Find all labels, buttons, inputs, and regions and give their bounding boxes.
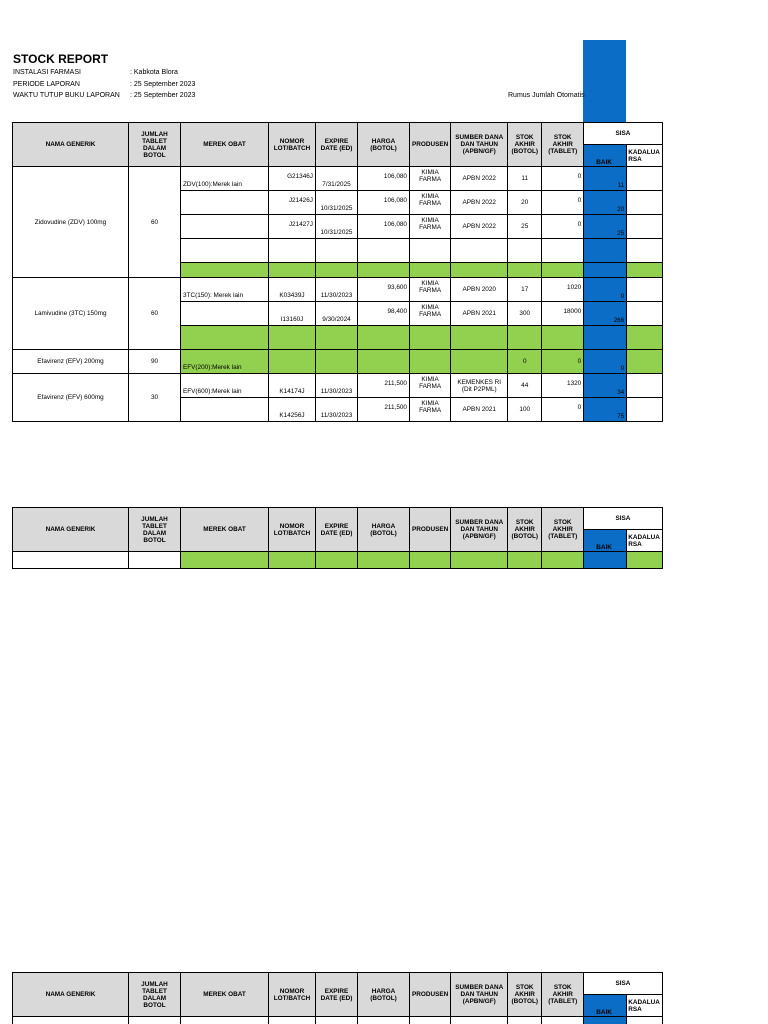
empty-cell	[451, 1017, 508, 1024]
expire-cell: 10/31/2025	[316, 215, 358, 239]
lot-cell: K14174J	[269, 374, 316, 398]
col-produsen: PRODUSEN	[410, 973, 451, 1017]
subtotal-cell	[316, 552, 358, 569]
price-cell: 98,400	[358, 302, 410, 326]
col-produsen: PRODUSEN	[410, 123, 451, 167]
empty-cell	[129, 1017, 181, 1024]
subtotal-cell	[269, 263, 316, 278]
price-cell: 106,080	[358, 191, 410, 215]
meta-label: PERIODE LAPORAN	[13, 81, 80, 88]
stock-bottle-cell: 44	[508, 374, 542, 398]
expire-cell: 11/30/2023	[316, 398, 358, 422]
subtotal-cell	[508, 552, 542, 569]
col-jumlah-tablet: JUMLAH TABLET DALAM BOTOL	[129, 508, 181, 552]
subtotal-cell	[269, 552, 316, 569]
col-harga: HARGA (BOTOL)	[358, 123, 410, 167]
producer-cell: KIMIA FARMA	[410, 374, 451, 398]
lot-cell: J21427J	[269, 215, 316, 239]
subtotal-cell	[269, 326, 316, 350]
subtotal-cell	[410, 326, 451, 350]
fund-source-cell: APBN 2022	[451, 191, 508, 215]
good-stock-cell: 20	[584, 191, 627, 215]
empty-cell	[627, 239, 662, 263]
expire-cell: 7/31/2025	[316, 167, 358, 191]
subtotal-cell	[269, 350, 316, 374]
stock-tablet-cell: 18000	[542, 302, 584, 326]
col-baik: BAIK	[584, 995, 627, 1017]
col-sisa: SISA	[584, 973, 662, 995]
expired-stock-cell	[627, 278, 662, 302]
brand-cell	[181, 215, 269, 239]
good-stock-cell	[584, 326, 627, 350]
subtotal-cell	[451, 326, 508, 350]
col-stok-botol: STOK AKHIR (BOTOL)	[508, 123, 542, 167]
subtotal-cell	[181, 263, 269, 278]
col-expire-date: EXPIRE DATE (ED)	[316, 973, 358, 1017]
expire-cell: 9/30/2024	[316, 302, 358, 326]
subtotal-cell	[316, 326, 358, 350]
brand-cell	[181, 302, 269, 326]
col-baik: BAIK	[584, 530, 627, 552]
brand-cell	[181, 191, 269, 215]
subtotal-cell	[627, 350, 662, 374]
col-merek-obat: MEREK OBAT	[181, 973, 269, 1017]
subtotal-cell	[627, 552, 662, 569]
subtotal-cell	[542, 263, 584, 278]
good-stock-cell	[584, 552, 627, 569]
stock-table-2	[12, 507, 663, 569]
price-cell: 106,080	[358, 215, 410, 239]
subtotal-cell	[451, 350, 508, 374]
col-sumber-dana: SUMBER DANA DAN TAHUN (APBN/GF)	[451, 973, 508, 1017]
stock-bottle-cell: 17	[508, 278, 542, 302]
generic-name-cell: Zidovudine (ZDV) 100mg	[13, 167, 129, 278]
stock-tablet-cell: 0	[542, 350, 584, 374]
subtotal-cell	[508, 326, 542, 350]
lot-cell: J21426J	[269, 191, 316, 215]
subtotal-cell	[358, 263, 410, 278]
col-kadaluarsa: KADALUA RSA	[627, 530, 662, 552]
subtotal-cell	[181, 326, 269, 350]
auto-formula-note: Rumus Jumlah Otomatis	[508, 92, 585, 99]
good-stock-cell: 266	[584, 302, 627, 326]
empty-cell	[358, 1017, 410, 1024]
price-cell: 106,080	[358, 167, 410, 191]
brand-cell	[181, 398, 269, 422]
meta-value: : 25 September 2023	[130, 92, 196, 99]
expired-stock-cell	[627, 215, 662, 239]
producer-cell: KIMIA FARMA	[410, 191, 451, 215]
tablet-count-cell: 60	[129, 167, 181, 278]
empty-cell	[269, 239, 316, 263]
subtotal-cell	[508, 263, 542, 278]
col-stok-botol: STOK AKHIR (BOTOL)	[508, 973, 542, 1017]
subtotal-cell	[542, 326, 584, 350]
col-jumlah-tablet: JUMLAH TABLET DALAM BOTOL	[129, 973, 181, 1017]
stock-tablet-cell: 0	[542, 191, 584, 215]
good-stock-cell: 0	[584, 278, 627, 302]
stock-tablet-cell: 0	[542, 215, 584, 239]
brand-cell: EFV(200):Merek lain	[181, 350, 269, 374]
stock-table-section-3	[0, 972, 768, 1024]
stock-bottle-cell: 25	[508, 215, 542, 239]
fund-source-cell: APBN 2021	[451, 398, 508, 422]
subtotal-cell	[358, 326, 410, 350]
fund-source-cell: APBN 2022	[451, 167, 508, 191]
expired-stock-cell	[627, 167, 662, 191]
col-harga: HARGA (BOTOL)	[358, 973, 410, 1017]
lot-cell: K03439J	[269, 278, 316, 302]
col-sumber-dana: SUMBER DANA DAN TAHUN (APBN/GF)	[451, 508, 508, 552]
brand-cell: ZDV(100):Merek lain	[181, 167, 269, 191]
meta-label: INSTALASI FARMASI	[13, 69, 81, 76]
brand-cell: EFV(600):Merek lain	[181, 374, 269, 398]
good-stock-cell: 25	[584, 215, 627, 239]
subtotal-cell	[542, 552, 584, 569]
col-produsen: PRODUSEN	[410, 508, 451, 552]
empty-cell	[451, 239, 508, 263]
empty-cell	[542, 1017, 584, 1024]
producer-cell: KIMIA FARMA	[410, 398, 451, 422]
subtotal-cell	[358, 552, 410, 569]
col-harga: HARGA (BOTOL)	[358, 508, 410, 552]
generic-name-cell: Efavirenz (EFV) 600mg	[13, 374, 129, 422]
col-kadaluarsa: KADALUA RSA	[627, 145, 662, 167]
expired-stock-cell	[627, 302, 662, 326]
meta-label: WAKTU TUTUP BUKU LAPORAN	[13, 92, 120, 99]
fund-source-cell: APBN 2022	[451, 215, 508, 239]
col-stok-tablet: STOK AKHIR (TABLET)	[542, 973, 584, 1017]
meta-value: : 25 September 2023	[130, 81, 196, 88]
expire-cell: 11/30/2023	[316, 278, 358, 302]
table-row	[13, 374, 663, 398]
expire-cell: 10/31/2025	[316, 191, 358, 215]
col-stok-tablet: STOK AKHIR (TABLET)	[542, 123, 584, 167]
empty-cell	[410, 239, 451, 263]
empty-cell	[181, 239, 269, 263]
generic-name-cell: Lamivudine (3TC) 150mg	[13, 278, 129, 350]
stock-table	[12, 122, 663, 422]
lot-cell: K14256J	[269, 398, 316, 422]
subtotal-cell	[451, 263, 508, 278]
empty-cell	[269, 1017, 316, 1024]
col-expire-date: EXPIRE DATE (ED)	[316, 508, 358, 552]
stock-tablet-cell: 1320	[542, 374, 584, 398]
lot-cell: G21346J	[269, 167, 316, 191]
tablet-count-cell: 30	[129, 374, 181, 422]
fund-source-cell: APBN 2021	[451, 302, 508, 326]
empty-cell	[410, 1017, 451, 1024]
empty-cell	[13, 1017, 129, 1024]
col-nomor-lot: NOMOR LOT/BATCH	[269, 123, 316, 167]
col-sisa: SISA	[584, 123, 662, 145]
col-merek-obat: MEREK OBAT	[181, 508, 269, 552]
empty-cell	[508, 1017, 542, 1024]
lot-cell: I13160J	[269, 302, 316, 326]
stock-bottle-cell: 0	[508, 350, 542, 374]
subtotal-cell	[410, 552, 451, 569]
auto-formula-marker	[583, 40, 626, 124]
good-stock-cell: 34	[584, 374, 627, 398]
subtotal-cell	[627, 263, 662, 278]
good-stock-cell: 75	[584, 398, 627, 422]
producer-cell: KIMIA FARMA	[410, 302, 451, 326]
col-nomor-lot: NOMOR LOT/BATCH	[269, 508, 316, 552]
col-sisa: SISA	[584, 508, 662, 530]
empty-cell	[316, 1017, 358, 1024]
table-row	[13, 1017, 663, 1024]
stock-tablet-cell: 1020	[542, 278, 584, 302]
fund-source-cell: APBN 2020	[451, 278, 508, 302]
meta-value: : Kabkota Blora	[130, 69, 178, 76]
expired-stock-cell	[627, 398, 662, 422]
col-nama-generik: NAMA GENERIK	[13, 973, 129, 1017]
table-row	[13, 167, 663, 191]
col-nomor-lot: NOMOR LOT/BATCH	[269, 973, 316, 1017]
subtotal-cell	[316, 263, 358, 278]
producer-cell: KIMIA FARMA	[410, 167, 451, 191]
empty-cell	[316, 239, 358, 263]
price-cell: 93,600	[358, 278, 410, 302]
table-row	[13, 350, 663, 374]
stock-tablet-cell: 0	[542, 167, 584, 191]
col-nama-generik: NAMA GENERIK	[13, 123, 129, 167]
stock-bottle-cell: 11	[508, 167, 542, 191]
empty-cell	[627, 1017, 662, 1024]
subtotal-cell	[358, 350, 410, 374]
subtotal-cell	[410, 263, 451, 278]
col-merek-obat: MEREK OBAT	[181, 123, 269, 167]
empty-cell	[129, 552, 181, 569]
generic-name-cell: Efavirenz (EFV) 200mg	[13, 350, 129, 374]
stock-tablet-cell: 0	[542, 398, 584, 422]
good-stock-cell	[584, 1017, 627, 1024]
col-sumber-dana: SUMBER DANA DAN TAHUN (APBN/GF)	[451, 123, 508, 167]
col-nama-generik: NAMA GENERIK	[13, 508, 129, 552]
brand-cell: 3TC(150): Merek lain	[181, 278, 269, 302]
stock-table-section-1	[0, 122, 768, 424]
col-jumlah-tablet: JUMLAH TABLET DALAM BOTOL	[129, 123, 181, 167]
empty-cell	[13, 552, 129, 569]
good-stock-cell	[584, 263, 627, 278]
producer-cell: KIMIA FARMA	[410, 278, 451, 302]
table-row	[13, 278, 663, 302]
fund-source-cell: KEMENKES RI (Dit P2PML)	[451, 374, 508, 398]
stock-table-3	[12, 972, 663, 1024]
good-stock-cell: 11	[584, 167, 627, 191]
col-stok-botol: STOK AKHIR (BOTOL)	[508, 508, 542, 552]
price-cell: 211,500	[358, 398, 410, 422]
stock-bottle-cell: 100	[508, 398, 542, 422]
table-row	[13, 552, 663, 569]
stock-bottle-cell: 20	[508, 191, 542, 215]
expired-stock-cell	[627, 191, 662, 215]
tablet-count-cell: 60	[129, 278, 181, 350]
empty-cell	[542, 239, 584, 263]
tablet-count-cell: 90	[129, 350, 181, 374]
col-stok-tablet: STOK AKHIR (TABLET)	[542, 508, 584, 552]
stock-bottle-cell: 300	[508, 302, 542, 326]
good-stock-cell	[584, 239, 627, 263]
expired-stock-cell	[627, 374, 662, 398]
producer-cell: KIMIA FARMA	[410, 215, 451, 239]
report-title: STOCK REPORT	[13, 52, 109, 66]
col-kadaluarsa: KADALUA RSA	[627, 995, 662, 1017]
col-expire-date: EXPIRE DATE (ED)	[316, 123, 358, 167]
subtotal-cell	[316, 350, 358, 374]
subtotal-cell	[627, 326, 662, 350]
col-baik: BAIK	[584, 145, 627, 167]
expire-cell: 11/30/2023	[316, 374, 358, 398]
empty-cell	[358, 239, 410, 263]
price-cell: 211,500	[358, 374, 410, 398]
good-stock-cell: 0	[584, 350, 627, 374]
empty-cell	[181, 1017, 269, 1024]
subtotal-cell	[451, 552, 508, 569]
subtotal-cell	[410, 350, 451, 374]
subtotal-cell	[181, 552, 269, 569]
empty-cell	[508, 239, 542, 263]
